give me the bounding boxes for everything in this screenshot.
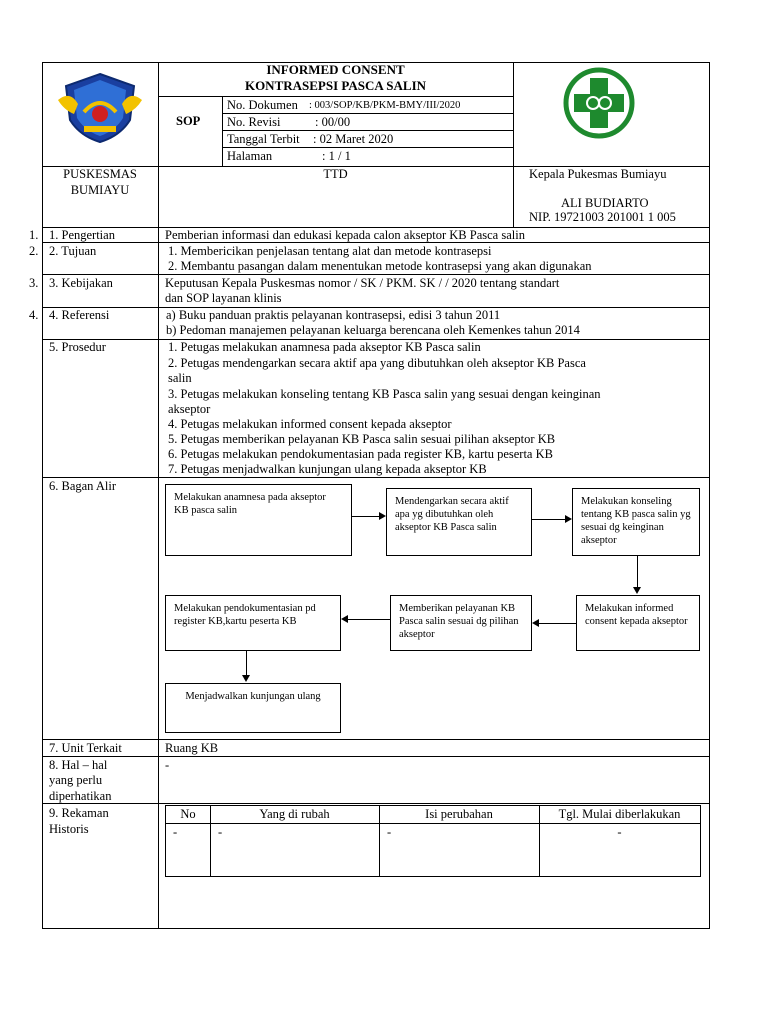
frame-bottom: [42, 928, 710, 929]
unit-label: 7. Unit Terkait: [49, 741, 122, 755]
divider: [158, 62, 159, 166]
flow-arrow-head: [565, 515, 572, 523]
rekaman-label: Historis: [49, 822, 89, 836]
doc-number-label: No. Dokumen: [227, 98, 298, 112]
revision-label: No. Revisi: [227, 115, 281, 129]
divider: [222, 147, 513, 148]
divider: [42, 756, 710, 757]
regency-logo: [54, 70, 146, 146]
table-header: Yang di rubah: [259, 807, 330, 821]
prosedur-step: 7. Petugas menjadwalkan kunjungan ulang kepada akseptor KB: [168, 462, 487, 476]
divider: [158, 96, 513, 97]
kebijakan-text: Keputusan Kepala Puskesmas nomor / SK / PKM. SK / / 2020 tentang standart: [165, 276, 560, 290]
divider: [42, 242, 710, 243]
table-header: Tgl. Mulai diberlakukan: [558, 807, 681, 821]
flow-step-6: Melakukan pendokumentasian pd register KB,kartu peserta KB: [165, 595, 341, 651]
hal-text: -: [165, 758, 170, 772]
rekaman-label: 9. Rekaman: [49, 806, 109, 820]
prosedur-step: akseptor: [168, 402, 211, 416]
referensi-item: b) Pedoman manajemen pelayanan keluarga berencana oleh Kemenkes tahun 2014: [166, 323, 580, 337]
table-cell: -: [387, 825, 392, 839]
referensi-item: a) Buku panduan praktis pelayanan kontrasepsi, edisi 3 tahun 2011: [166, 308, 501, 322]
prosedur-step: 3. Petugas melakukan konseling tentang KB Pasca salin yang sesuai dengan keinginan: [168, 387, 601, 401]
doc-number-value: : 003/SOP/KB/PKM-BMY/III/2020: [309, 100, 461, 111]
flow-step-4: Melakukan informed consent kepada akseptor: [576, 595, 700, 651]
issue-date-value: : 02 Maret 2020: [313, 132, 394, 146]
table-cell: -: [173, 825, 178, 839]
row-number: 2.: [29, 244, 39, 258]
flow-arrow-head: [532, 619, 539, 627]
prosedur-step: 2. Petugas mendengarkan secara aktif apa yang dibutuhkan oleh akseptor KB Pasca: [168, 356, 586, 370]
flow-step-5: Memberikan pelayanan KB Pasca salin sesuai dg pilihan akseptor: [390, 595, 532, 651]
table-header: Isi perubahan: [425, 807, 493, 821]
head-nip: NIP. 19721003 201001 1 005: [529, 210, 676, 224]
divider: [158, 166, 159, 928]
tujuan-item: 1. Membericikan penjelasan tentang alat dan metode kontrasepsi: [168, 244, 492, 258]
divider: [166, 823, 700, 824]
divider: [42, 803, 710, 804]
pengertian-label: 1. Pengertian: [49, 228, 115, 242]
sop-label: SOP: [176, 114, 201, 128]
flow-step-2: Mendengarkan secara aktif apa yg dibutuhkan oleh akseptor KB Pasca salin: [386, 488, 532, 556]
kebijakan-label: 3. Kebijakan: [49, 276, 113, 290]
hal-label: diperhatikan: [49, 789, 112, 803]
tujuan-item: 2. Membantu pasangan dalam menentukan metode kontrasepsi yang akan digunakan: [168, 259, 592, 273]
divider: [513, 62, 514, 228]
divider: [222, 130, 513, 131]
head-title: Kepala Pukesmas Bumiayu: [529, 167, 667, 181]
head-name: ALI BUDIARTO: [561, 196, 649, 210]
flow-step-7: Menjadwalkan kunjungan ulang: [165, 683, 341, 733]
doc-title-line2: KONTRASEPSI PASCA SALIN: [244, 78, 427, 93]
flow-arrow: [348, 619, 390, 620]
page-value: : 1 / 1: [322, 149, 351, 163]
history-table: [165, 805, 701, 877]
table-cell: -: [218, 825, 223, 839]
flow-arrow: [637, 556, 638, 588]
row-number: 1.: [29, 228, 39, 242]
flow-arrow: [352, 516, 380, 517]
org-name-line2: BUMIAYU: [70, 183, 130, 197]
table-cell: -: [617, 825, 622, 839]
referensi-label: 4. Referensi: [49, 308, 110, 322]
issue-date-label: Tanggal Terbit: [227, 132, 300, 146]
tujuan-label: 2. Tujuan: [49, 244, 97, 258]
divider: [42, 274, 710, 275]
prosedur-step: salin: [168, 371, 192, 385]
divider: [42, 477, 710, 478]
prosedur-step: 1. Petugas melakukan anamnesa pada akseptor KB Pasca salin: [168, 340, 481, 354]
hal-label: yang perlu: [49, 773, 103, 787]
flow-step-1: Melakukan anamnesa pada akseptor KB pasca salin: [165, 484, 352, 556]
flow-arrow-head: [242, 675, 250, 682]
table-header: No: [180, 807, 196, 821]
divider: [222, 96, 223, 166]
flow-arrow: [246, 651, 247, 676]
page-label: Halaman: [227, 149, 273, 163]
prosedur-step: 5. Petugas memberikan pelayanan KB Pasca salin sesuai pilihan akseptor KB: [168, 432, 556, 446]
row-number: 4.: [29, 308, 39, 322]
divider: [222, 113, 513, 114]
pengertian-text: Pemberian informasi dan edukasi kepada calon akseptor KB Pasca salin: [165, 228, 525, 242]
flow-arrow-head: [341, 615, 348, 623]
prosedur-step: 4. Petugas melakukan informed consent kepada akseptor: [168, 417, 452, 431]
prosedur-label: 5. Prosedur: [49, 340, 106, 354]
flow-arrow: [532, 519, 566, 520]
flow-arrow-head: [379, 512, 386, 520]
kebijakan-text: dan SOP layanan klinis: [165, 291, 282, 305]
frame-right: [709, 62, 710, 929]
divider: [42, 739, 710, 740]
bagan-label: 6. Bagan Alir: [49, 479, 117, 493]
row-number: 3.: [29, 276, 39, 290]
prosedur-step: 6. Petugas melakukan pendokumentasian pada register KB, kartu peserta KB: [168, 447, 553, 461]
doc-title-line1: INFORMED CONSENT: [266, 62, 405, 77]
puskesmas-logo: [563, 64, 635, 142]
signature-label: TTD: [323, 167, 348, 181]
flow-arrow-head: [633, 587, 641, 594]
unit-text: Ruang KB: [165, 741, 219, 755]
hal-label: 8. Hal – hal: [49, 758, 108, 772]
flow-step-3: Melakukan konseling tentang KB pasca salin yg sesuai dg keinginan akseptor: [572, 488, 700, 556]
flow-arrow: [539, 623, 576, 624]
revision-value: : 00/00: [315, 115, 351, 129]
org-name-line1: PUSKESMAS: [63, 167, 137, 181]
